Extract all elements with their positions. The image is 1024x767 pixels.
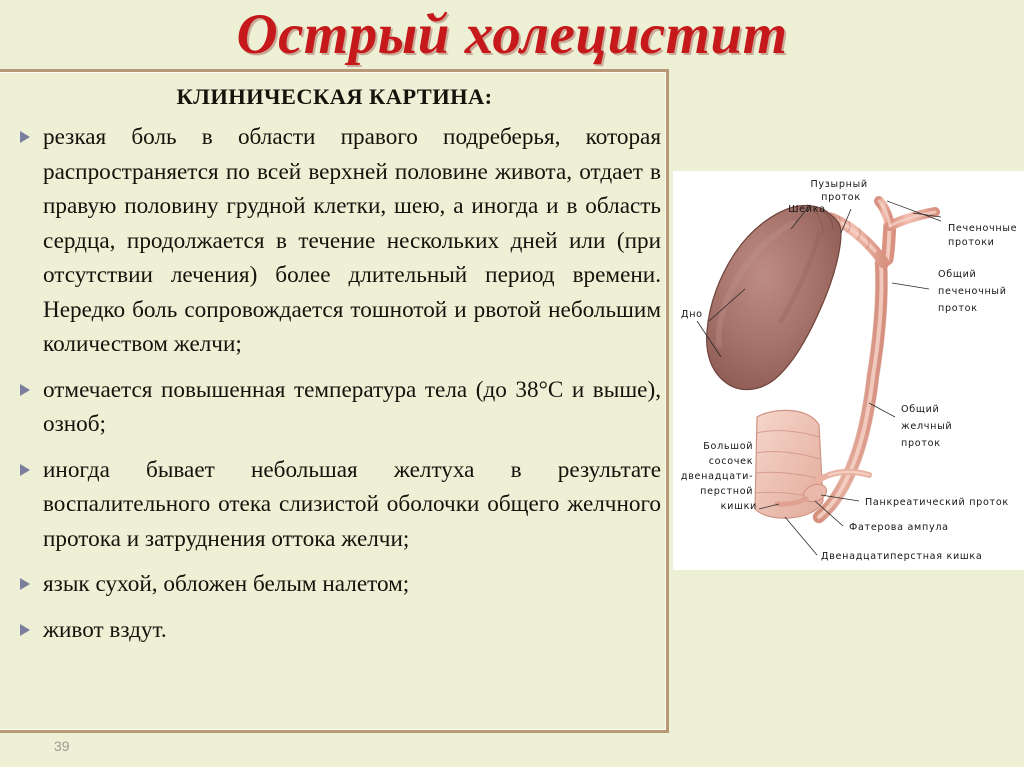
list-item	[9, 373, 661, 442]
list-item-text: язык сухой, обложен белым налетом;	[43, 571, 410, 597]
triangle-bullet-icon	[20, 131, 30, 143]
clinical-picture-panel	[0, 69, 669, 733]
label-neck: Шейка	[788, 204, 826, 215]
list-item	[9, 120, 661, 362]
list-item	[9, 613, 661, 648]
label-common-bile-duct: Общий желчный проток	[901, 404, 953, 449]
list-item-text: резкая боль в области правого подреберья, которая распространяется по всей верхней половине живота, отдает в правую половину грудной клетки, шею, а иногда и в область сердца, продолжается в течение нескольких дней или (при отсутствии лечения) более длительный период времени. Нередко боль сопровождается тошнотой и рвотой небольшим количеством желчи;	[43, 124, 661, 357]
symptom-list	[9, 120, 661, 647]
biliary-anatomy-illustration	[673, 171, 1024, 570]
label-cystic-duct: Пузырный проток	[810, 179, 868, 203]
triangle-bullet-icon	[20, 464, 30, 476]
list-item-text: иногда бывает небольшая желтуха в результате воспалительного отека слизистой оболочки общего желчного протока и затруднения оттока желчи;	[43, 456, 661, 552]
label-major-duodenal-papilla: Большой сосочек двенадцати- перстной кишки	[680, 441, 757, 512]
section-heading: КЛИНИЧЕСКАЯ КАРТИНА:	[176, 84, 493, 109]
list-item-text: живот вздут.	[43, 616, 167, 643]
triangle-bullet-icon	[20, 384, 30, 396]
label-ampulla-of-vater: Фатерова ампула	[849, 522, 949, 533]
label-hepatic-ducts: Печеночные протоки	[948, 223, 1018, 248]
label-duodenum: Двенадцатиперстная кишка	[821, 551, 983, 562]
page-title: Острый холецистит	[236, 3, 788, 66]
label-pancreatic-duct: Панкреатический проток	[865, 497, 1009, 508]
label-fundus: Дно	[681, 309, 703, 320]
page-number: 39	[54, 738, 70, 754]
label-common-hepatic-duct: Общий печеночный проток	[938, 269, 1007, 314]
list-item	[9, 453, 661, 557]
list-item	[9, 567, 661, 602]
triangle-bullet-icon	[20, 624, 30, 636]
list-item-text: отмечается повышенная температура тела (до 38°C и выше), озноб;	[43, 376, 661, 437]
triangle-bullet-icon	[20, 578, 30, 590]
biliary-anatomy-diagram	[673, 171, 1024, 570]
